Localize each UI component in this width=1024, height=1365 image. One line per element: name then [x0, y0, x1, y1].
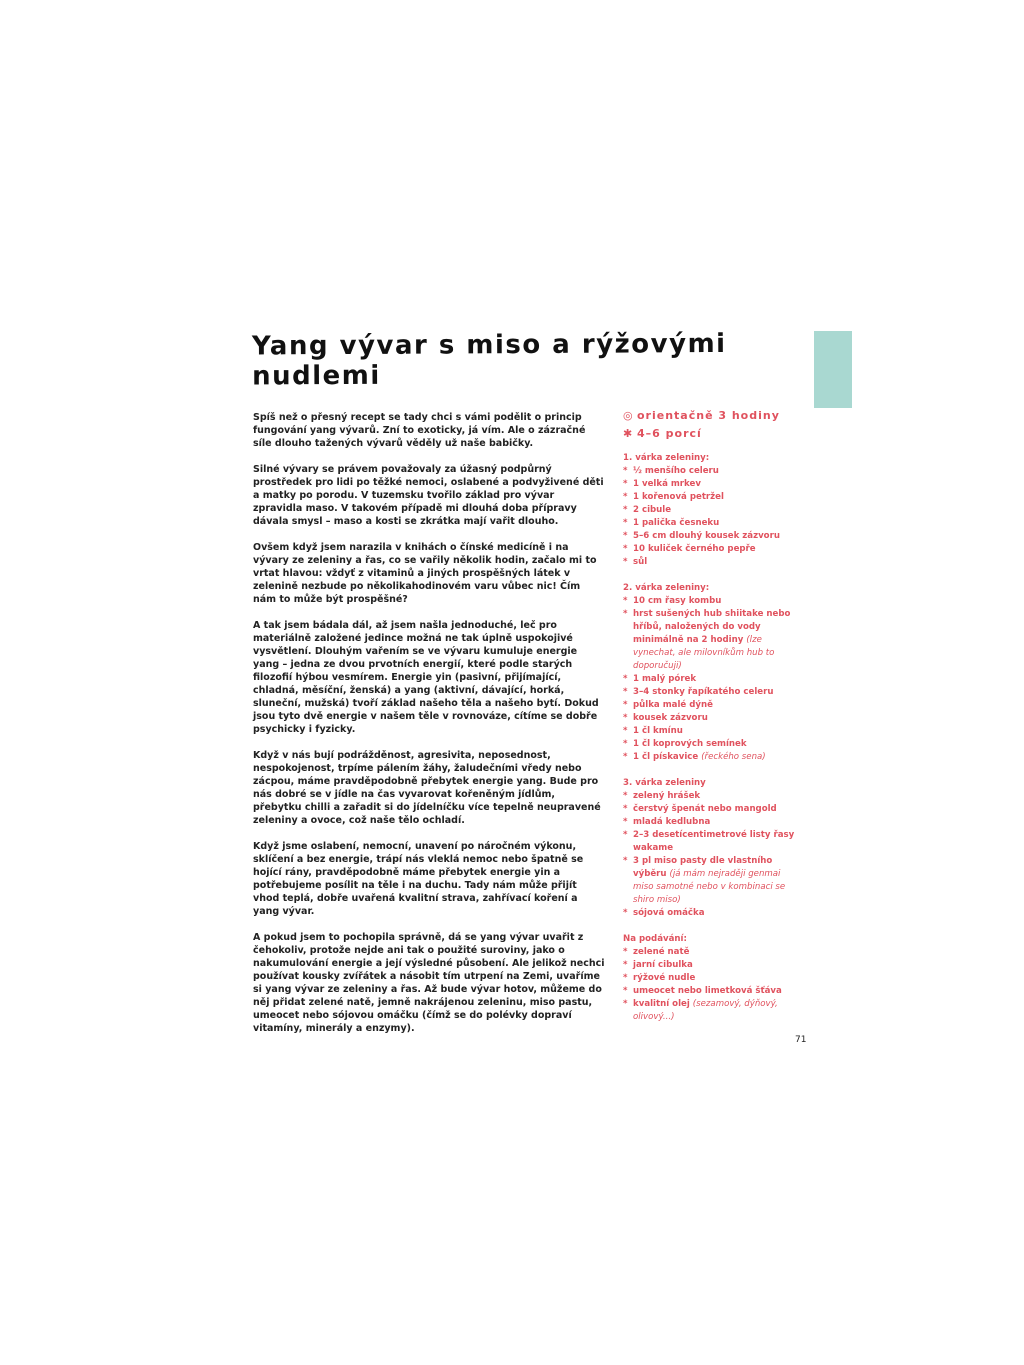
- ingredient-item: [623, 686, 798, 699]
- intro-paragraph: A pokud jsem to pochopila správně, dá se yang vývar uvařit z čehokoliv, protože nejde ani tak o použité suroviny, jako o nakumulování energie a její výsledné působení. Ale jelikož nechci používat kousky zvířátek a násobit tím utrpení na Zemi, uvaříme si yang vývar ze zeleniny a řas. Až bude vývar hotov, můžeme do něj přidat zelené natě, jemně nakrájenou zeleninu, miso pastu, umeocet nebo sójovou omáčku (čímž se do polévky dopraví vitamíny, minerály a enzymy).: [253, 932, 605, 1034]
- ingredient-item: [623, 907, 798, 920]
- intro-paragraph: Spíš než o přesný recept se tady chci s vámi podělit o princip fungování yang vývarů. Zní to exoticky, já vím. Ale o zázračné síle dlouho tažených vývarů věděly už naše babičky.: [253, 412, 586, 449]
- ingredient-text: zelené natě: [633, 947, 690, 957]
- clock-icon: ◎: [623, 409, 634, 422]
- intro-paragraph: Když jsme oslabení, nemocní, unavení po náročném výkonu, sklíčení a bez energie, trápí nás vleklá nemoc nebo špatně se hojící rány, pravděpodobně máme přebytek energie yin a potřebujeme posílit na těle i na duchu. Tady nám může přijít vhod teplá, dobře uvařená kvalitní strava, zahřívací koření a yang vývar.: [253, 841, 584, 917]
- ingredient-section-heading: 3. várka zeleniny: [623, 778, 706, 788]
- prep-time-text: orientačně 3 hodiny: [637, 409, 780, 422]
- ingredient-item: [623, 829, 798, 855]
- ingredients-sidebar: [623, 407, 798, 1024]
- servings-text: 4–6 porcí: [637, 427, 702, 440]
- asterisk-icon: ✱: [623, 427, 634, 440]
- ingredient-text: rýžové nudle: [633, 973, 696, 983]
- ingredient-note: (řeckého sena): [701, 752, 766, 762]
- ingredient-section-heading: 2. várka zeleniny:: [623, 583, 710, 593]
- ingredient-item: [623, 751, 798, 764]
- ingredient-text: čerstvý špenát nebo mangold: [633, 804, 777, 814]
- intro-paragraph: Silné vývary se právem považovaly za úžasný podpůrný prostředek pro lidi po těžké nemoci, oslabené a podvyživené děti a matky po porodu. V tuzemsku tvořilo základ pro vývar zpravidla maso. V takovém případě mi dlouhá doba přípravy dávala smysl – maso a kosti se zkrátka mají vařit dlouho.: [253, 464, 604, 527]
- prep-time: [623, 407, 798, 425]
- ingredient-text: ½ menšího celeru: [633, 466, 719, 476]
- ingredient-item: [623, 491, 798, 504]
- ingredient-text: sůl: [633, 557, 648, 567]
- ingredient-item: [623, 738, 798, 751]
- ingredient-item: [623, 725, 798, 738]
- ingredient-text: hrst sušených hub shiitake nebo hříbů, naložených do vody minimálně na 2 hodiny: [633, 609, 791, 645]
- ingredient-item: [623, 712, 798, 725]
- ingredient-item: [623, 517, 798, 530]
- ingredient-text: umeocet nebo limetková šťáva: [633, 986, 782, 996]
- ingredient-item: [623, 998, 798, 1024]
- ingredient-text: jarní cibulka: [633, 960, 693, 970]
- ingredient-list: [623, 465, 798, 569]
- intro-paragraph: A tak jsem bádala dál, až jsem našla jednoduché, leč pro materiálně založené jedince možná ne tak úplně uspokojivé vysvětlení. Dlouhým vařením se ve vývaru kumuluje energie yang – jedna ze dvou prvotních energií, které podle starých filozofií hýbou vesmírem. Energie yin (pasivní, přijímající, chladná, měsíční, ženská) a yang (aktivní, dávající, horká, sluneční, mužská) tvoří základ našeho těla a našeho bytí. Dokud jsou tyto dvě energie v našem těle v rovnováze, cítíme se dobře psychicky i fyzicky.: [253, 620, 599, 735]
- ingredient-text: 1 malý pórek: [633, 674, 697, 684]
- ingredient-text: 3–4 stonky řapíkatého celeru: [633, 687, 774, 697]
- ingredient-text: 2–3 desetícentimetrové listy řasy wakame: [633, 830, 795, 853]
- ingredient-text: 1 kořenová petržel: [633, 492, 724, 502]
- ingredient-item: [623, 673, 798, 686]
- ingredient-section-heading: Na podávání:: [623, 934, 687, 944]
- ingredient-list: [623, 790, 798, 920]
- ingredient-text: 1 čl pískavice: [633, 752, 699, 762]
- ingredient-text: 1 čl kmínu: [633, 726, 683, 736]
- ingredient-text: mladá kedlubna: [633, 817, 711, 827]
- ingredient-text: zelený hrášek: [633, 791, 701, 801]
- ingredient-item: [623, 985, 798, 998]
- ingredient-text: 10 cm řasy kombu: [633, 596, 722, 606]
- ingredient-text: 10 kuliček černého pepře: [633, 544, 756, 554]
- recipe-intro: [253, 411, 605, 1048]
- ingredient-text: 1 palička česneku: [633, 518, 720, 528]
- ingredient-section-heading: 1. várka zeleniny:: [623, 453, 710, 463]
- page-number: 71: [795, 1035, 807, 1045]
- ingredient-item: [623, 972, 798, 985]
- ingredient-item: [623, 803, 798, 816]
- ingredient-list: [623, 595, 798, 764]
- ingredient-text: 5–6 cm dlouhý kousek zázvoru: [633, 531, 780, 541]
- ingredient-text: půlka malé dýně: [633, 700, 713, 710]
- servings: [623, 425, 798, 443]
- ingredient-item: [623, 816, 798, 829]
- ingredient-text: 2 cibule: [633, 505, 672, 515]
- ingredient-text: 3 pl miso pasty dle vlastního výběru: [633, 856, 773, 879]
- ingredient-item: [623, 556, 798, 569]
- ingredient-text: 1 čl koprových semínek: [633, 739, 747, 749]
- ingredient-sections: [623, 452, 798, 1024]
- ingredient-list: [623, 946, 798, 1024]
- ingredient-item: [623, 608, 798, 673]
- ingredient-note: (lze vynechat, ale milovníkům hub to doporučuji): [633, 635, 775, 671]
- intro-paragraph: Když v nás bují podrážděnost, agresivita, neposednost, nespokojenost, trpíme pálením žáhy, žaludečními vředy nebo zácpou, máme pravděpodobně přebytek energie yang. Bude pro nás dobré se v jídle na čas vyvarovat kořeněným jídlům, přebytku chilli a zařadit si do jídelníčku více tepelně neupravené zeleniny a ovoce, což naše tělo ochladí.: [253, 750, 601, 826]
- ingredient-text: 1 velká mrkev: [633, 479, 701, 489]
- ingredient-item: [623, 504, 798, 517]
- ingredient-text: kousek zázvoru: [633, 713, 708, 723]
- ingredient-item: [623, 595, 798, 608]
- ingredient-note: (sezamový, dýňový, olivový...): [633, 999, 778, 1022]
- ingredient-item: [623, 790, 798, 803]
- ingredient-item: [623, 959, 798, 972]
- ingredient-text: kvalitní olej: [633, 999, 690, 1009]
- ingredient-item: [623, 530, 798, 543]
- ingredient-note: (já mám nejraději genmai miso samotné nebo v kombinaci se shiro miso): [633, 869, 786, 905]
- ingredient-item: [623, 465, 798, 478]
- ingredient-text: sójová omáčka: [633, 908, 705, 918]
- ingredient-item: [623, 543, 798, 556]
- ingredient-item: [623, 946, 798, 959]
- ingredient-item: [623, 699, 798, 712]
- recipe-title: Yang vývar s miso a rýžovými nudlemi: [251, 328, 727, 392]
- ingredient-item: [623, 478, 798, 491]
- chapter-tab: [814, 331, 852, 408]
- intro-paragraph: Ovšem když jsem narazila v knihách o čínské medicíně i na vývary ze zeleniny a řas, co se vařily několik hodin, začalo mi to vrtat hlavou: vždyť z vitaminů a jiných prospěšných látek v zelenině nezbude po několikahodinovém varu vůbec nic! Čím nám to může být prospěšné?: [253, 542, 597, 605]
- ingredient-item: [623, 855, 798, 907]
